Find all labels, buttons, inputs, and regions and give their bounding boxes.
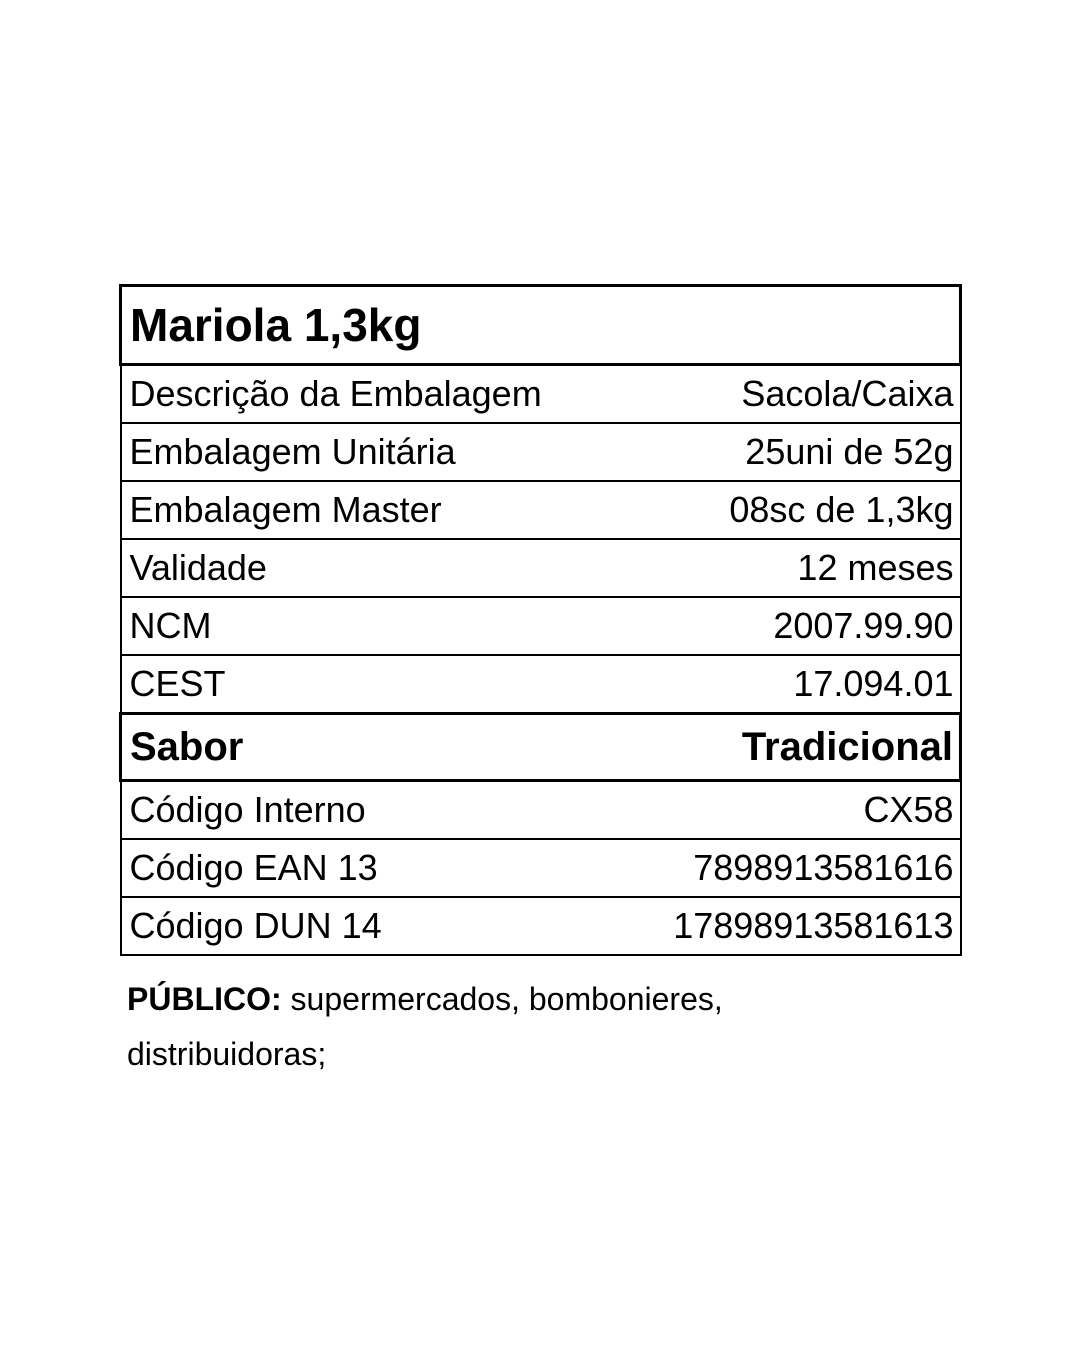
table-row [121, 839, 961, 897]
master-packaging-value: 08sc de 1,3kg [591, 481, 961, 539]
table-row [121, 365, 961, 424]
audience-note [127, 972, 827, 1082]
packaging-description-value: Sacola/Caixa [591, 365, 961, 424]
ean13-label: Código EAN 13 [121, 839, 591, 897]
internal-code-label: Código Interno [121, 781, 591, 840]
table-row [121, 539, 961, 597]
table-row [121, 897, 961, 955]
product-title: Mariola 1,3kg [121, 286, 961, 365]
flavor-value: Tradicional [591, 714, 961, 781]
audience-label: PÚBLICO: [127, 981, 282, 1017]
ncm-label: NCM [121, 597, 591, 655]
product-spec-sheet [119, 284, 962, 1082]
table-row [121, 655, 961, 714]
flavor-label: Sabor [121, 714, 591, 781]
unit-packaging-value: 25uni de 52g [591, 423, 961, 481]
spec-table [119, 284, 962, 956]
dun14-value: 17898913581613 [591, 897, 961, 955]
dun14-label: Código DUN 14 [121, 897, 591, 955]
packaging-description-label: Descrição da Embalagem [121, 365, 591, 424]
master-packaging-label: Embalagem Master [121, 481, 591, 539]
table-row [121, 597, 961, 655]
cest-value: 17.094.01 [591, 655, 961, 714]
internal-code-value: CX58 [591, 781, 961, 840]
unit-packaging-label: Embalagem Unitária [121, 423, 591, 481]
audience-text: supermercados, bombonieres, distribuidoras; [127, 981, 723, 1072]
shelf-life-value: 12 meses [591, 539, 961, 597]
ncm-value: 2007.99.90 [591, 597, 961, 655]
product-title-row [121, 286, 961, 365]
table-row [121, 481, 961, 539]
table-row [121, 423, 961, 481]
cest-label: CEST [121, 655, 591, 714]
ean13-value: 7898913581616 [591, 839, 961, 897]
flavor-row [121, 714, 961, 781]
shelf-life-label: Validade [121, 539, 591, 597]
table-row [121, 781, 961, 840]
